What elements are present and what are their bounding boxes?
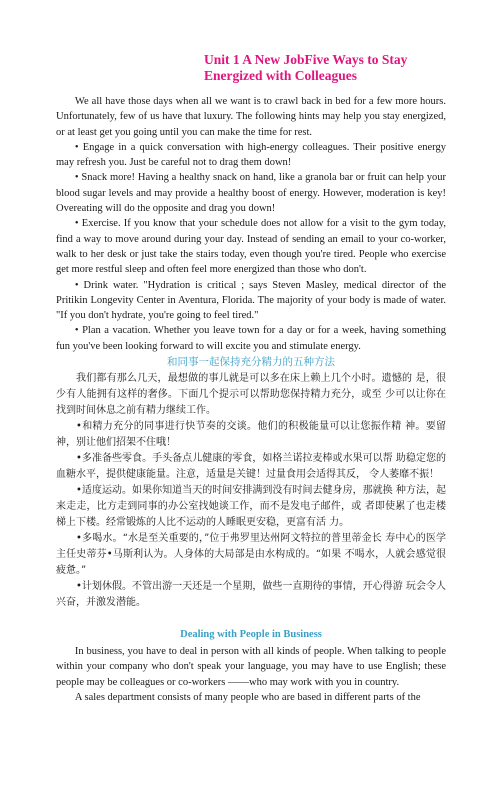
chinese-tip-water: •多喝水。“水是至关重要的，”位于弗罗里达州阿文特拉的普里蒂金长 寿中心的医学主任史蒂芬•马斯利认为。人身体的大局部是由水构成的。“如果 不喝水，人就会感觉很疲惫。” — [56, 533, 446, 577]
title-line-2: Energized with Colleagues — [204, 68, 357, 83]
chinese-tip-snack: •多准备些零食。手头备点儿健康的零食，如格兰诺拉麦棒或水果可以帮 助稳定您的血糖水平，提供健康能量。注意，适量是关键！过量食用会适得其反， 令人萎靡不振！ — [56, 453, 446, 481]
section-title: Dealing with People in Business — [180, 629, 322, 641]
tip-conversation: • Engage in a quick conversation with high-energy colleagues. Their positive energy may refresh you. Just be careful not to drag them down! — [56, 141, 446, 169]
intro-paragraph: We all have those days when all we want is to crawl back in bed for a few more hours. Unfortunately, few of us have that luxury. The following hints may help you stay energized, or at least get you going until you can make the time for rest. — [56, 96, 446, 138]
document-page — [0, 52, 501, 799]
chinese-intro: 我们都有那么几天，最想做的事儿就是可以多在床上赖上几个小时。遗憾的 是，很少有人能拥有这样的奢侈。下面几个提示可以帮助您保持精力充分，或至 少可以让你在找到时间休息之前有精力继续工作。 — [56, 373, 446, 417]
tip-snack: • Snack more! Having a healthy snack on hand, like a granola bar or fruit can help your blood sugar levels and may provide a healthy boost of energy. However, moderation is key! Overeating will do the opposite and drag you down! — [56, 172, 446, 215]
document-title — [204, 52, 446, 84]
section-paragraph-2: A sales department consists of many people who are based in different parts of the — [74, 691, 421, 703]
tip-vacation: • Plan a vacation. Whether you leave town for a day or for a week, having something fun you've been looking forward to will excite you and stimulate energy. — [56, 325, 446, 352]
tip-exercise: • Exercise. If you know that your schedule does not allow for a visit to the gym today, find a way to move around during your day. Instead of sending an email to your co-worker, walk to her desk or just take the stairs today, even though you're tired. People who exercise get more restful sleep and often feel more energized than those who don't. — [56, 218, 446, 276]
chinese-tip-vacation: •计划休假。不管出游一天还是一个星期，做些一直期待的事情，开心得游 玩会令人兴奋，并激发潜能。 — [56, 581, 446, 609]
tip-water: • Drink water. "Hydration is critical ; says Steven Masley, medical director of the Pritikin Longevity Center in Aventura, Florida. The majority of your body is made of water. "If you don't hydrate, you're going to feel tired." — [56, 279, 446, 322]
section-paragraph-1: In business, you have to deal in person with all kinds of people. When talking to people within your company who don't speak your language, you may have to use English; these people may be colleagues or co-workers ——who may work with you in country. — [56, 646, 446, 688]
chinese-tip-exercise: •适度运动。如果你知道当天的时间安排满到没有时间去健身房，那就换 种方法，起来走走，比方走到同事的办公室找她谈工作，而不是发电子邮件，或 者即使累了也走楼梯上下楼。经常锻炼的人比不运动的人睡眠更安稳，更富有活 力。 — [56, 485, 446, 529]
title-line-1: Unit 1 A New JobFive Ways to Stay — [204, 52, 408, 67]
chinese-tip-conversation: •和精力充分的同事进行快节奏的交谈。他们的积极能量可以让您振作精 神。要留神，别让他们招架不住哦！ — [56, 421, 446, 449]
chinese-title: 和同事一起保持充分精力的五种方法 — [167, 357, 335, 369]
